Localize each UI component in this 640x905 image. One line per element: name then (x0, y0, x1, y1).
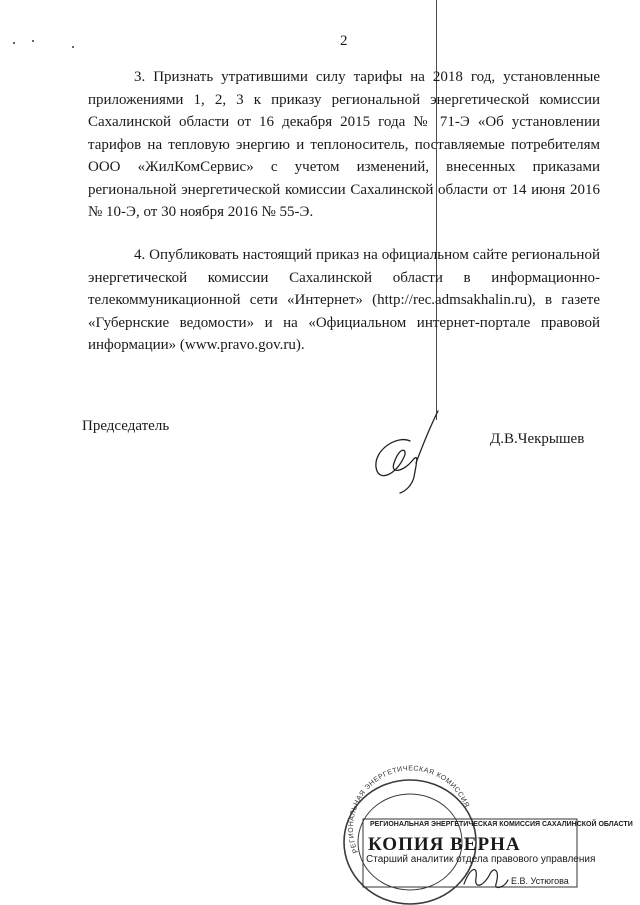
signatory-title: Председатель (82, 418, 170, 434)
page-number: 2 (340, 33, 348, 49)
seal-ring-text: РЕГИОНАЛЬНАЯ ЭНЕРГЕТИЧЕСКАЯ КОМИССИЯ (347, 765, 470, 854)
scan-speck (13, 42, 15, 44)
stamp-initials-signature (460, 860, 510, 895)
stamp-heading: КОПИЯ ВЕРНА (368, 834, 521, 855)
scan-speck (32, 40, 34, 42)
stamp-organization: РЕГИОНАЛЬНАЯ ЭНЕРГЕТИЧЕСКАЯ КОМИССИЯ САХАЛИНСКОЙ ОБЛАСТИ (370, 821, 633, 828)
handwritten-signature (360, 405, 460, 495)
paragraph-4: 4. Опубликовать настоящий приказ на официальном сайте региональной энергетической комиссии Сахалинской области в информационно-телекоммуникационной сети «Интернет» (http://rec.admsakhalin.ru), в газете «Губернские ведомости» и на «Официальном интернет-портале правовой информации» (www.pravo.gov.ru). (88, 247, 600, 353)
paragraph-3: 3. Признать утратившими силу тарифы на 2018 год, установленные приложениями 1, 2, 3 к приказу региональной энергетической комиссии Сахалинской области от 16 декабря 2015 года № 71-Э «Об установлении тарифов на тепловую энергию и теплоноситель, поставляемые потребителям ООО «ЖилКомСервис» с учетом изменений, внесенных приказами региональной энергетической комиссии Сахалинской области от 14 июня 2016 № 10-Э, от 30 ноября 2016 № 55-Э. (88, 69, 600, 220)
scan-speck (72, 46, 74, 48)
stamp-position: Старший аналитик отдела правового управления (366, 854, 596, 865)
signatory-name: Д.В.Чекрышев (490, 431, 585, 447)
stamp-signer-name: Е.В. Устюгова (511, 876, 569, 886)
